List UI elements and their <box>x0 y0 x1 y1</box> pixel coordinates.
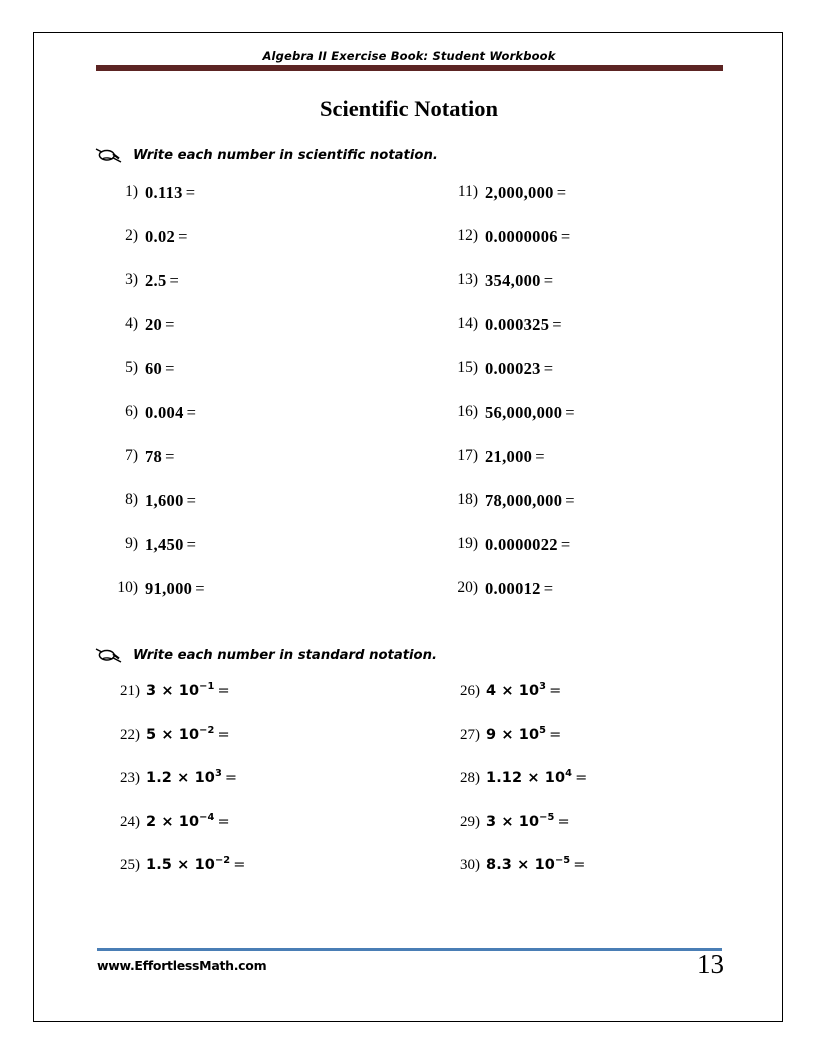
times-symbol: × <box>161 726 174 743</box>
problem-body <box>146 811 230 830</box>
problem-body <box>486 724 562 743</box>
equals-sign: = <box>549 726 562 743</box>
problem-number: 3) <box>125 271 138 288</box>
problem-value: 2.5 <box>145 271 167 290</box>
problem-body <box>145 227 188 247</box>
problem-item <box>452 724 587 771</box>
times-symbol: × <box>501 683 514 699</box>
problem-body <box>486 683 561 699</box>
times-symbol: × <box>501 813 514 830</box>
problem-value: 0.00012 <box>485 579 541 598</box>
equals-sign: = <box>573 857 586 873</box>
base: 10 <box>178 813 200 830</box>
problem-body <box>146 770 237 786</box>
problem-item <box>452 403 575 447</box>
equals-sign: = <box>233 857 246 873</box>
equals-sign: = <box>185 183 196 202</box>
problem-body <box>146 724 230 743</box>
worksheet-page <box>33 32 783 1022</box>
problem-item <box>452 447 575 491</box>
problem-value: 0.000325 <box>485 315 550 334</box>
equals-sign: = <box>552 315 562 334</box>
equals-sign: = <box>165 359 175 378</box>
problem-number: 24) <box>120 813 140 830</box>
exponent: 3 <box>539 681 547 693</box>
problem-body <box>145 271 179 291</box>
problem-value: 0.0000006 <box>485 227 558 246</box>
problem-item <box>452 227 575 271</box>
problem-item <box>452 579 575 623</box>
problem-body <box>485 227 570 247</box>
section-2-instruction <box>94 645 437 665</box>
equals-sign: = <box>565 403 575 422</box>
problem-item <box>112 271 205 315</box>
base: 10 <box>194 770 215 786</box>
problem-item <box>112 403 205 447</box>
times-symbol: × <box>161 683 174 699</box>
problem-value: 78,000,000 <box>485 491 563 510</box>
problem-value: 0.00023 <box>485 359 541 378</box>
equals-sign: = <box>169 271 180 290</box>
problem-number: 8) <box>125 491 138 508</box>
mantissa: 3 <box>486 813 497 830</box>
problem-value: 21,000 <box>485 447 533 466</box>
equals-sign: = <box>560 227 571 246</box>
problem-item <box>112 579 205 623</box>
mantissa: 1.5 <box>146 857 172 873</box>
equals-sign: = <box>217 683 230 699</box>
mantissa: 1.12 <box>486 770 523 786</box>
base: 10 <box>534 857 555 873</box>
equals-sign: = <box>217 726 230 743</box>
problem-body <box>145 403 196 423</box>
equals-sign: = <box>186 491 197 510</box>
problem-number: 15) <box>457 359 478 376</box>
problem-number: 1) <box>125 183 138 200</box>
times-symbol: × <box>501 726 514 743</box>
problem-number: 17) <box>457 447 478 464</box>
problem-number: 6) <box>125 403 138 420</box>
section-1-instruction <box>94 145 438 165</box>
section-2-right-column <box>452 683 587 901</box>
problem-number: 21) <box>120 683 140 699</box>
problem-value: 354,000 <box>485 271 541 290</box>
equals-sign: = <box>549 683 562 699</box>
problem-body <box>145 315 175 335</box>
exponent: −2 <box>199 724 215 736</box>
running-head: Algebra II Exercise Book: Student Workbook <box>262 49 556 63</box>
section-2-left-column <box>112 683 246 901</box>
problem-body <box>486 811 570 830</box>
exponent: 3 <box>214 768 222 780</box>
problem-number: 7) <box>125 447 138 464</box>
problem-number: 9) <box>125 535 138 552</box>
exponent: −5 <box>554 855 571 867</box>
section-1-instruction-text: Write each number in scientific notation. <box>133 147 438 163</box>
problem-body <box>145 535 196 555</box>
problem-item <box>452 359 575 403</box>
mantissa: 1.2 <box>146 770 172 786</box>
problem-number: 25) <box>120 857 140 873</box>
base: 10 <box>518 726 540 743</box>
pen-icon <box>94 645 124 665</box>
problem-item <box>452 770 587 814</box>
problem-value: 20 <box>145 315 163 334</box>
problem-item <box>112 770 246 814</box>
problem-item <box>452 683 587 727</box>
problem-value: 0.0000022 <box>485 535 558 554</box>
problem-item <box>452 857 587 901</box>
exponent: −4 <box>199 811 215 823</box>
problem-value: 0.02 <box>145 227 176 246</box>
problem-item <box>112 447 205 491</box>
equals-sign: = <box>560 535 571 554</box>
footer-rule <box>97 948 722 951</box>
problem-value: 0.004 <box>145 403 184 422</box>
problem-body <box>145 183 195 203</box>
times-symbol: × <box>177 857 190 873</box>
problem-value: 1,450 <box>145 535 184 554</box>
base: 10 <box>544 770 566 786</box>
page-number: 13 <box>697 949 724 979</box>
equals-sign: = <box>543 359 554 378</box>
problem-number: 2) <box>125 227 138 244</box>
problem-body <box>145 491 196 511</box>
problem-item <box>112 683 246 727</box>
problem-value: 0.113 <box>145 183 183 202</box>
problem-number: 22) <box>120 726 140 743</box>
problem-number: 11) <box>457 183 478 200</box>
problem-value: 1,600 <box>145 491 184 510</box>
equals-sign: = <box>178 227 188 246</box>
problem-body <box>485 315 562 335</box>
times-symbol: × <box>177 770 190 786</box>
mantissa: 2 <box>146 813 157 830</box>
problem-item <box>112 359 205 403</box>
problem-number: 19) <box>457 535 478 552</box>
problem-body <box>145 579 205 599</box>
problem-body <box>145 447 175 467</box>
problem-item <box>112 315 205 359</box>
problem-body <box>145 359 175 379</box>
page-title: Scientific Notation <box>319 96 499 121</box>
base: 10 <box>518 683 540 699</box>
section-2-instruction-text: Write each number in standard notation. <box>133 647 438 663</box>
problem-number: 16) <box>457 403 478 420</box>
problem-item <box>112 227 205 271</box>
equals-sign: = <box>535 447 545 466</box>
problem-body <box>146 857 246 873</box>
problem-item <box>112 811 246 858</box>
mantissa: 4 <box>486 683 497 699</box>
equals-sign: = <box>165 315 175 334</box>
equals-sign: = <box>186 535 197 554</box>
problem-number: 18) <box>457 491 478 508</box>
problem-number: 23) <box>120 770 140 786</box>
exponent: −5 <box>539 811 555 823</box>
footer-website-url[interactable]: www.EffortlessMath.com <box>97 958 267 973</box>
equals-sign: = <box>565 491 575 510</box>
problem-body <box>485 535 570 555</box>
exponent: −2 <box>214 855 231 867</box>
equals-sign: = <box>224 770 238 786</box>
problem-item <box>452 183 575 227</box>
problem-number: 27) <box>460 726 480 743</box>
header-rule <box>96 65 723 71</box>
problem-body <box>146 683 230 699</box>
section-1-left-column <box>112 183 205 623</box>
problem-number: 5) <box>125 359 138 376</box>
problem-item <box>112 183 205 227</box>
equals-sign: = <box>557 813 570 830</box>
problem-number: 28) <box>460 770 480 786</box>
equals-sign: = <box>575 770 588 786</box>
problem-item <box>452 811 587 858</box>
equals-sign: = <box>165 447 175 466</box>
problem-number: 14) <box>457 315 478 332</box>
times-symbol: × <box>527 770 540 786</box>
problem-body <box>485 491 575 511</box>
exponent: 5 <box>539 724 547 736</box>
mantissa: 3 <box>146 683 157 699</box>
problem-number: 4) <box>125 315 138 332</box>
equals-sign: = <box>186 403 197 422</box>
problem-item <box>452 271 575 315</box>
problem-value: 91,000 <box>145 579 193 598</box>
problem-number: 29) <box>460 813 480 830</box>
problem-item <box>452 491 575 535</box>
pen-icon <box>94 145 124 165</box>
problem-item <box>112 724 246 771</box>
problem-number: 10) <box>117 579 138 596</box>
problem-item <box>112 857 246 901</box>
problem-value: 56,000,000 <box>485 403 563 422</box>
mantissa: 8.3 <box>486 857 512 873</box>
problem-body <box>485 447 545 467</box>
problem-number: 13) <box>457 271 478 288</box>
equals-sign: = <box>217 813 230 830</box>
problem-body <box>485 271 553 291</box>
equals-sign: = <box>543 579 554 598</box>
base: 10 <box>194 857 215 873</box>
exponent: −1 <box>199 681 215 693</box>
problem-body <box>485 183 566 203</box>
exponent: 4 <box>565 768 573 780</box>
base: 10 <box>518 813 540 830</box>
problem-body <box>485 579 553 599</box>
problem-item <box>112 491 205 535</box>
mantissa: 9 <box>486 726 497 743</box>
problem-value: 2,000,000 <box>485 183 554 202</box>
problem-item <box>452 535 575 579</box>
times-symbol: × <box>517 857 530 873</box>
times-symbol: × <box>161 813 174 830</box>
problem-number: 30) <box>460 857 480 873</box>
problem-body <box>486 770 587 786</box>
problem-number: 20) <box>457 579 478 596</box>
equals-sign: = <box>556 183 567 202</box>
problem-body <box>486 857 586 873</box>
problem-number: 12) <box>457 227 478 244</box>
problem-item <box>112 535 205 579</box>
base: 10 <box>178 683 200 699</box>
mantissa: 5 <box>146 726 157 743</box>
problem-body <box>485 359 553 379</box>
problem-item <box>452 315 575 359</box>
problem-value: 78 <box>145 447 163 466</box>
equals-sign: = <box>195 579 205 598</box>
base: 10 <box>178 726 200 743</box>
problem-body <box>485 403 575 423</box>
problem-number: 26) <box>460 683 480 699</box>
problem-value: 60 <box>145 359 163 378</box>
section-1-right-column <box>452 183 575 623</box>
equals-sign: = <box>543 271 554 290</box>
